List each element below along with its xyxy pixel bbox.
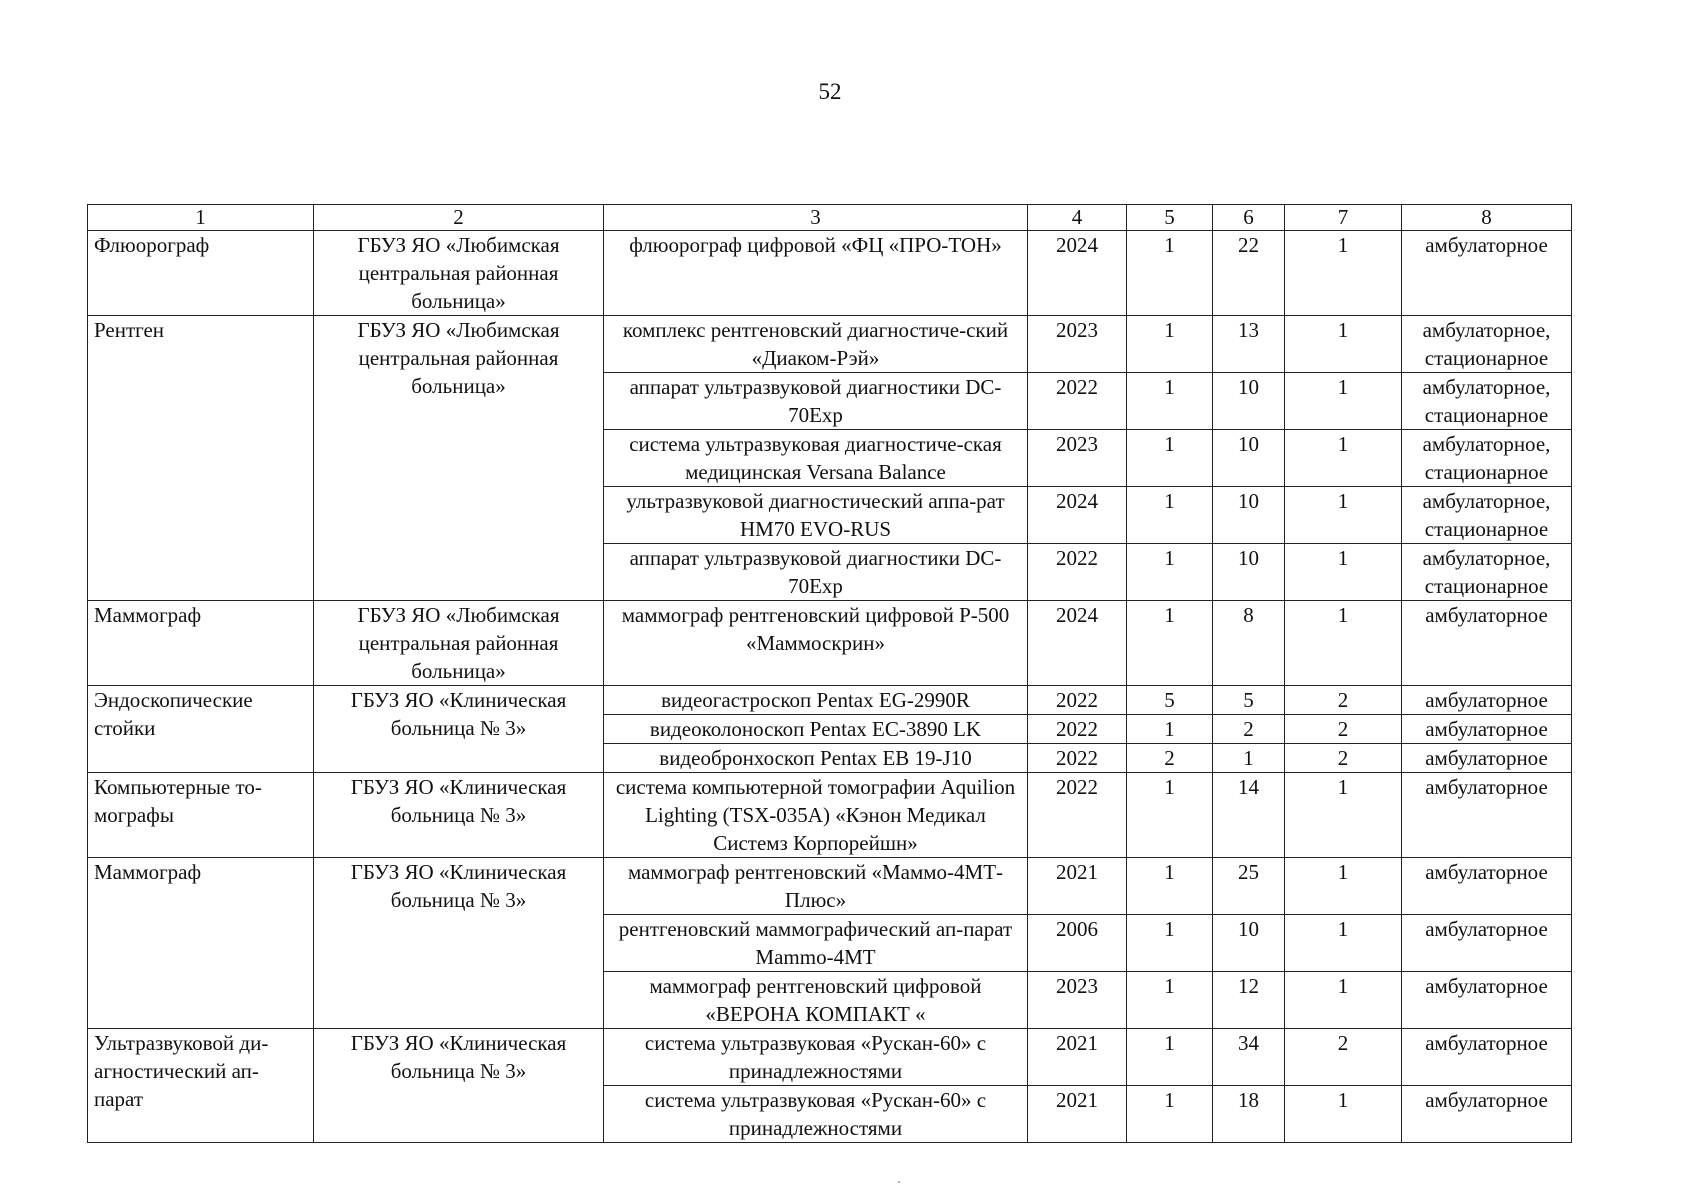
cell-column-6: 5	[1213, 686, 1285, 715]
cell-care-type: амбулаторное	[1402, 858, 1572, 915]
cell-column-6: 10	[1213, 915, 1285, 972]
cell-count: 1	[1127, 915, 1213, 972]
cell-count: 1	[1127, 1029, 1213, 1086]
cell-care-type: амбулаторное, стационарное	[1402, 544, 1572, 601]
table-row	[88, 858, 1572, 915]
cell-year: 2023	[1028, 430, 1127, 487]
cell-organization: ГБУЗ ЯО «Клиническая больница № 3»	[314, 773, 604, 858]
cell-care-type: амбулаторное	[1402, 972, 1572, 1029]
cell-year: 2024	[1028, 487, 1127, 544]
cell-organization: ГБУЗ ЯО «Любимская центральная районная больница»	[314, 316, 604, 601]
cell-count: 1	[1127, 773, 1213, 858]
cell-care-type: амбулаторное	[1402, 686, 1572, 715]
cell-organization: ГБУЗ ЯО «Клиническая больница № 3»	[314, 858, 604, 1029]
cell-column-7: 1	[1285, 430, 1402, 487]
cell-equipment-name: видеобронхоскоп Pentax EB 19-J10	[604, 744, 1028, 773]
cell-column-6: 18	[1213, 1086, 1285, 1143]
cell-equipment-name: аппарат ультразвуковой диагностики DC-70Exp	[604, 544, 1028, 601]
table-row	[88, 231, 1572, 316]
cell-count: 1	[1127, 601, 1213, 686]
cell-year: 2006	[1028, 915, 1127, 972]
cell-organization: ГБУЗ ЯО «Клиническая больница № 3»	[314, 1029, 604, 1143]
cell-equipment-name: маммограф рентгеновский «Маммо-4МТ-Плюс»	[604, 858, 1028, 915]
cell-count: 1	[1127, 373, 1213, 430]
cell-column-7: 1	[1285, 858, 1402, 915]
cell-equipment-type: Рентген	[88, 316, 314, 601]
cell-year: 2021	[1028, 1029, 1127, 1086]
cell-equipment-name: ультразвуковой диагностический аппа-рат HM70 EVO-RUS	[604, 487, 1028, 544]
page-number: 52	[818, 79, 842, 104]
table-row	[88, 316, 1572, 373]
cell-count: 5	[1127, 686, 1213, 715]
cell-count: 1	[1127, 1086, 1213, 1143]
table-row	[88, 686, 1572, 715]
header-row	[88, 205, 1572, 231]
cell-equipment-name: система ультразвуковая диагностиче-ская медицинская Versana Balance	[604, 430, 1028, 487]
cell-count: 1	[1127, 858, 1213, 915]
cell-year: 2022	[1028, 373, 1127, 430]
header-cell-organization: 2	[314, 205, 604, 231]
cell-equipment-name: система ультразвуковая «Рускан-60» с принадлежностями	[604, 1029, 1028, 1086]
cell-year: 2022	[1028, 773, 1127, 858]
cell-column-6: 10	[1213, 487, 1285, 544]
header-cell-care-type: 8	[1402, 205, 1572, 231]
header-cell-equipment-type: 1	[88, 205, 314, 231]
cell-care-type: амбулаторное	[1402, 915, 1572, 972]
cell-year: 2022	[1028, 744, 1127, 773]
cell-count: 1	[1127, 316, 1213, 373]
cell-column-7: 2	[1285, 744, 1402, 773]
cell-count: 1	[1127, 430, 1213, 487]
header-cell-year: 4	[1028, 205, 1127, 231]
cell-column-6: 1	[1213, 744, 1285, 773]
cell-organization: ГБУЗ ЯО «Клиническая больница № 3»	[314, 686, 604, 773]
cell-year: 2022	[1028, 686, 1127, 715]
cell-column-6: 12	[1213, 972, 1285, 1029]
cell-equipment-name: видеогастроскоп Pentax EG-2990R	[604, 686, 1028, 715]
cell-column-7: 1	[1285, 773, 1402, 858]
cell-equipment-type: Эндоскопические стойки	[88, 686, 314, 773]
header-cell-count: 5	[1127, 205, 1213, 231]
cell-column-7: 1	[1285, 231, 1402, 316]
cell-count: 1	[1127, 972, 1213, 1029]
cell-care-type: амбулаторное	[1402, 744, 1572, 773]
cell-column-7: 1	[1285, 316, 1402, 373]
cell-year: 2023	[1028, 316, 1127, 373]
cell-year: 2024	[1028, 601, 1127, 686]
header-cell-column-6: 6	[1213, 205, 1285, 231]
cell-care-type: амбулаторное, стационарное	[1402, 430, 1572, 487]
cell-equipment-name: рентгеновский маммографический ап-парат Mammo-4MT	[604, 915, 1028, 972]
cell-care-type: амбулаторное, стационарное	[1402, 487, 1572, 544]
cell-care-type: амбулаторное	[1402, 601, 1572, 686]
cell-care-type: амбулаторное	[1402, 715, 1572, 744]
equipment-table	[87, 204, 1572, 1143]
cell-column-6: 25	[1213, 858, 1285, 915]
cell-equipment-name: видеоколоноскоп Pentax EC-3890 LK	[604, 715, 1028, 744]
cell-equipment-type: Маммограф	[88, 858, 314, 1029]
cell-equipment-type: Маммограф	[88, 601, 314, 686]
cell-equipment-name: маммограф рентгеновский цифровой «ВЕРОНА КОМПАКТ «	[604, 972, 1028, 1029]
table-row	[88, 773, 1572, 858]
cell-count: 1	[1127, 715, 1213, 744]
table-row	[88, 1029, 1572, 1086]
cell-care-type: амбулаторное	[1402, 773, 1572, 858]
cell-column-6: 2	[1213, 715, 1285, 744]
cell-column-7: 1	[1285, 915, 1402, 972]
cell-column-7: 1	[1285, 487, 1402, 544]
cell-equipment-name: аппарат ультразвуковой диагностики DC-70Exp	[604, 373, 1028, 430]
cell-column-6: 22	[1213, 231, 1285, 316]
cell-equipment-name: система компьютерной томографии Aquilion Lighting (TSX-035A) «Кэнон Медикал Системз Корпорейшн»	[604, 773, 1028, 858]
cell-column-7: 2	[1285, 686, 1402, 715]
cell-column-7: 1	[1285, 1086, 1402, 1143]
cell-care-type: амбулаторное, стационарное	[1402, 316, 1572, 373]
cell-column-7: 2	[1285, 715, 1402, 744]
cell-count: 1	[1127, 231, 1213, 316]
cell-equipment-name: комплекс рентгеновский диагностиче-ский «Диаком-Рэй»	[604, 316, 1028, 373]
cell-organization: ГБУЗ ЯО «Любимская центральная районная больница»	[314, 601, 604, 686]
header-cell-column-7: 7	[1285, 205, 1402, 231]
cell-care-type: амбулаторное	[1402, 231, 1572, 316]
cell-column-6: 10	[1213, 430, 1285, 487]
cell-equipment-name: система ультразвуковая «Рускан-60» с принадлежностями	[604, 1086, 1028, 1143]
cell-column-6: 34	[1213, 1029, 1285, 1086]
cell-care-type: амбулаторное	[1402, 1086, 1572, 1143]
table-row	[88, 601, 1572, 686]
cell-column-6: 13	[1213, 316, 1285, 373]
cell-column-7: 2	[1285, 1029, 1402, 1086]
cell-column-6: 10	[1213, 544, 1285, 601]
cell-column-6: 14	[1213, 773, 1285, 858]
cell-count: 1	[1127, 487, 1213, 544]
cell-equipment-type: Флюорограф	[88, 231, 314, 316]
header-cell-equipment-name: 3	[604, 205, 1028, 231]
cell-care-type: амбулаторное	[1402, 1029, 1572, 1086]
cell-equipment-type: Компьютерные то-мографы	[88, 773, 314, 858]
cell-year: 2024	[1028, 231, 1127, 316]
cell-column-7: 1	[1285, 972, 1402, 1029]
cell-year: 2022	[1028, 544, 1127, 601]
cell-count: 1	[1127, 544, 1213, 601]
cell-column-6: 10	[1213, 373, 1285, 430]
cell-year: 2023	[1028, 972, 1127, 1029]
cell-count: 2	[1127, 744, 1213, 773]
cell-year: 2021	[1028, 1086, 1127, 1143]
cell-year: 2021	[1028, 858, 1127, 915]
cell-care-type: амбулаторное, стационарное	[1402, 373, 1572, 430]
cell-column-7: 1	[1285, 373, 1402, 430]
cell-equipment-name: маммограф рентгеновский цифровой P-500 «Маммоскрин»	[604, 601, 1028, 686]
cell-organization: ГБУЗ ЯО «Любимская центральная районная больница»	[314, 231, 604, 316]
cell-column-7: 1	[1285, 544, 1402, 601]
cell-equipment-name: флюорограф цифровой «ФЦ «ПРО-ТОН»	[604, 231, 1028, 316]
cell-year: 2022	[1028, 715, 1127, 744]
scan-speck	[898, 1181, 900, 1183]
cell-equipment-type: Ультразвуковой ди-агностический ап-парат	[88, 1029, 314, 1143]
cell-column-7: 1	[1285, 601, 1402, 686]
cell-column-6: 8	[1213, 601, 1285, 686]
